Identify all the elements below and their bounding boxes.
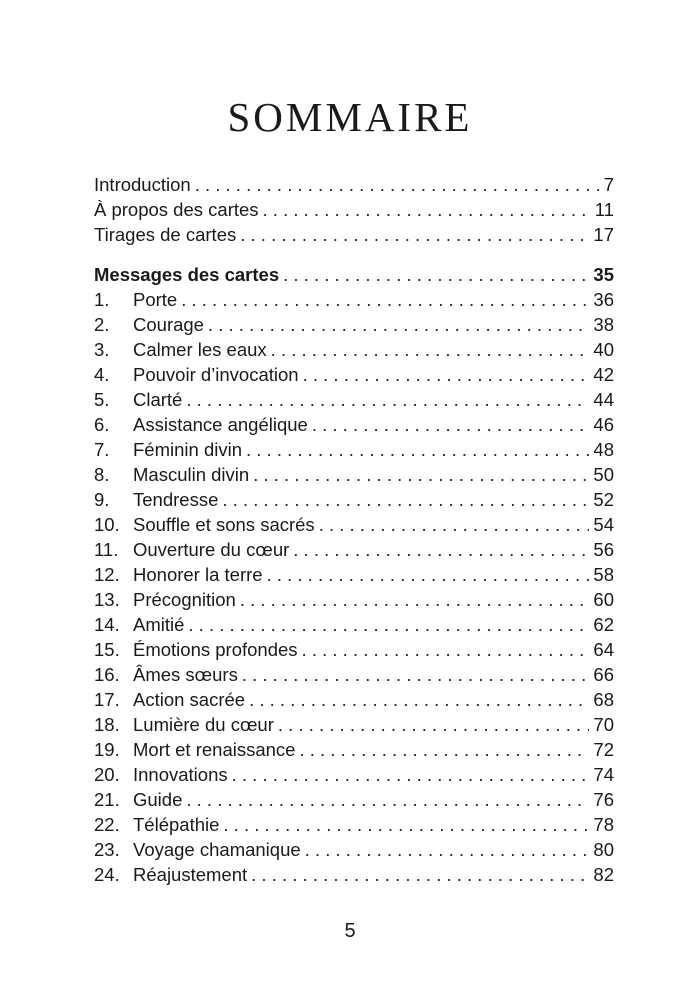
toc-entry[interactable] [94,812,614,837]
toc-entry-number: 21. [94,789,120,810]
toc-entry-page: 40 [593,339,614,360]
toc-entry-label: Souffle et sons sacrés [133,514,315,535]
toc-entry[interactable] [94,787,614,812]
toc-entry-number: 6. [94,414,110,435]
toc-entry[interactable] [94,512,614,537]
toc-entry[interactable] [94,412,614,437]
toc-entry-number: 24. [94,864,120,885]
toc-entry-label: Tendresse [133,489,219,510]
toc-entry[interactable] [94,687,614,712]
toc-entry-label: Courage [133,314,204,335]
toc-entry-number: 3. [94,339,110,360]
dot-leader [271,337,590,362]
toc-entry[interactable] [94,612,614,637]
dot-leader [246,437,589,462]
toc-entry-number: 17. [94,689,120,710]
toc-entry-page: 52 [593,489,614,510]
dot-leader [242,662,590,687]
toc-entry[interactable] [94,762,614,787]
toc-entry-page: 17 [593,224,614,245]
toc-entry[interactable] [94,737,614,762]
dot-leader [278,712,590,737]
toc-section-label: Messages des cartes [94,264,280,285]
toc-entry-number: 14. [94,614,120,635]
toc-entry-page: 56 [593,539,614,560]
toc-entry[interactable] [94,712,614,737]
dot-leader [240,222,589,247]
toc-entry-label: Lumière du cœur [133,714,274,735]
toc-entry-label: À propos des cartes [94,199,259,220]
toc-entry-page: 76 [593,789,614,810]
dot-leader [208,312,589,337]
toc-entry-label: Amitié [133,614,185,635]
toc-entry[interactable] [94,837,614,862]
toc-entry-label: Âmes sœurs [133,664,238,685]
toc-entry-page: 42 [593,364,614,385]
toc-entry-number: 11. [94,539,119,560]
dot-leader [181,287,589,312]
toc-entry-number: 15. [94,639,120,660]
dot-leader [253,462,589,487]
toc-entry-label: Introduction [94,174,191,195]
toc-entry-page: 46 [593,414,614,435]
dot-leader [302,637,590,662]
toc-entry-label: Masculin divin [133,464,250,485]
toc-entry-page: 11 [594,199,614,220]
toc-entry-label: Télépathie [133,814,220,835]
toc-entry-number: 23. [94,839,120,860]
toc-entry-number: 5. [94,389,110,410]
toc-entry[interactable] [94,437,614,462]
front-matter-list [94,172,614,247]
dot-leader [293,537,589,562]
toc-entry-label: Ouverture du cœur [133,539,290,560]
toc-entry-label: Assistance angélique [133,414,308,435]
toc-entry-page: 50 [593,464,614,485]
toc-entry[interactable] [94,662,614,687]
toc-entry-page: 7 [603,174,614,195]
toc-entry-page: 80 [593,839,614,860]
dot-leader [267,562,590,587]
toc-entry-number: 13. [94,589,120,610]
toc-entry-label: Clarté [133,389,183,410]
dot-leader [240,587,590,612]
page-number: 5 [344,920,356,942]
toc-entry[interactable] [94,337,614,362]
toc-section-header[interactable] [94,262,614,287]
dot-leader [263,197,591,222]
toc-entry-page: 70 [593,714,614,735]
toc-entry-page: 54 [593,514,614,535]
page-title: SOMMAIRE [227,94,473,140]
toc-entry-page: 68 [593,689,614,710]
dot-leader [249,687,589,712]
dot-leader [305,837,590,862]
toc-entry[interactable] [94,222,614,247]
toc-entry-page: 64 [593,639,614,660]
toc-entry-number: 4. [94,364,110,385]
toc-entry-number: 19. [94,739,120,760]
toc-entry-page: 66 [593,664,614,685]
toc-entry-label: Réajustement [133,864,248,885]
section-gap [94,247,614,262]
toc-entry[interactable] [94,862,614,887]
toc-entry-page: 44 [593,389,614,410]
table-of-contents [94,172,614,887]
toc-entry-page: 60 [593,589,614,610]
toc-entry[interactable] [94,387,614,412]
toc-entry[interactable] [94,172,614,197]
toc-entry-number: 1. [94,289,110,310]
dot-leader [312,412,590,437]
toc-entry-label: Pouvoir d’invocation [133,364,299,385]
toc-entry-page: 72 [593,739,614,760]
toc-entry-number: 18. [94,714,120,735]
dot-leader [186,387,589,412]
toc-entry-label: Précognition [133,589,236,610]
toc-entry-number: 2. [94,314,110,335]
dot-leader [232,762,590,787]
toc-entry-page: 38 [593,314,614,335]
toc-entry-page: 48 [593,439,614,460]
dot-leader [303,362,590,387]
toc-entry-number: 9. [94,489,110,510]
toc-entry-page: 36 [593,289,614,310]
toc-entry-page: 82 [593,864,614,885]
toc-entry[interactable] [94,487,614,512]
toc-entry-label: Mort et renaissance [133,739,296,760]
toc-entry-label: Porte [133,289,178,310]
toc-section-page: 35 [593,264,614,285]
dot-leader [299,737,589,762]
toc-entry-label: Calmer les eaux [133,339,267,360]
toc-entry-label: Féminin divin [133,439,242,460]
dot-leader [195,172,600,197]
toc-entry-number: 20. [94,764,120,785]
toc-entry[interactable] [94,587,614,612]
toc-entry[interactable] [94,462,614,487]
toc-entry-page: 58 [593,564,614,585]
toc-entry-page: 74 [593,764,614,785]
toc-entry-label: Action sacrée [133,689,246,710]
toc-entry[interactable] [94,197,614,222]
toc-entry[interactable] [94,637,614,662]
dot-leader [223,812,589,837]
dot-leader [186,787,589,812]
toc-entry-number: 8. [94,464,110,485]
toc-entry-number: 16. [94,664,120,685]
toc-entry-label: Voyage chamanique [133,839,301,860]
toc-entry-label: Guide [133,789,183,810]
toc-entry[interactable] [94,562,614,587]
toc-entry-number: 7. [94,439,110,460]
dot-leader [188,612,589,637]
toc-entry[interactable] [94,362,614,387]
toc-entry-number: 22. [94,814,120,835]
dot-leader [251,862,589,887]
toc-entry-label: Innovations [133,764,228,785]
toc-entry[interactable] [94,312,614,337]
toc-entry-page: 78 [593,814,614,835]
toc-entry-number: 10. [94,514,120,535]
dot-leader [319,512,590,537]
toc-entry-label: Tirages de cartes [94,224,237,245]
dot-leader [222,487,589,512]
toc-entry[interactable] [94,537,614,562]
toc-entry-label: Honorer la terre [133,564,263,585]
toc-entry-page: 62 [593,614,614,635]
toc-entry[interactable] [94,287,614,312]
toc-entry-number: 12. [94,564,120,585]
dot-leader [283,262,589,287]
card-entries-list [94,287,614,887]
toc-entry-label: Émotions profondes [133,639,298,660]
